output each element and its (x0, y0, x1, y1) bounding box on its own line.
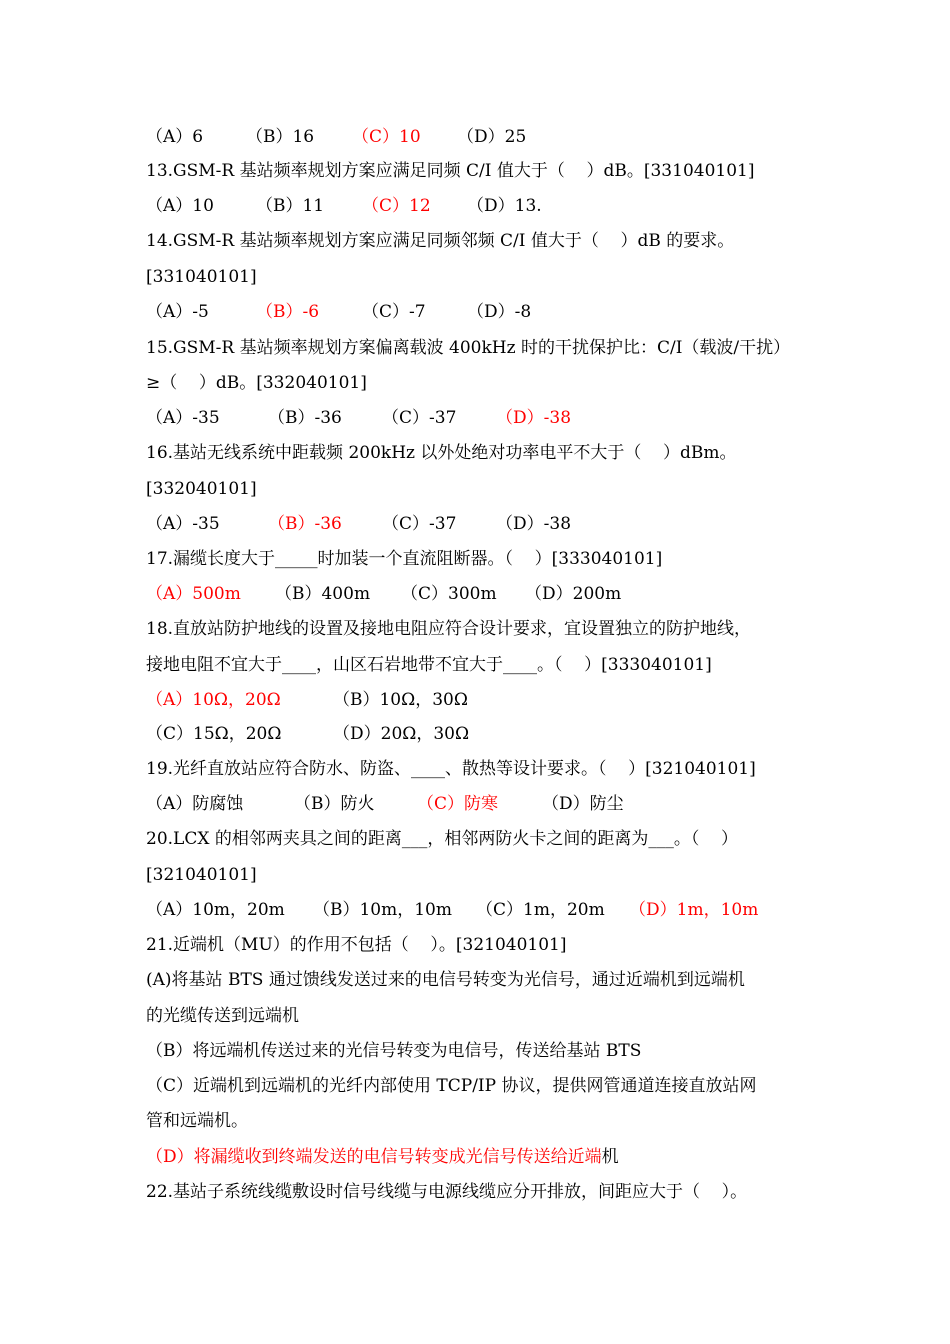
q15-stem: 15.GSM-R 基站频率规划方案偏离载波 400kHz 时的干扰保护比：C/I（载波/干扰） (146, 338, 791, 358)
q21-option-c-line1: （C）近端机到远端机的光纤内部使用 TCP/IP 协议，提供网管通道连接直放站网 (146, 1076, 757, 1096)
q18-options-row2 (0, 722, 470, 746)
q20-option-c: （C）1m，20m (476, 900, 605, 920)
q16-stem: 16.基站无线系统中距载频 200kHz 以外处绝对功率电平不大于（ ）dBm。 (146, 443, 737, 463)
q19-option-d: （D）防尘 (542, 794, 624, 814)
q18-option-a-answer: （A）10Ω，20Ω (146, 690, 281, 710)
q12-option-d: （D）25 (457, 127, 527, 147)
q16-option-b-answer: （B）-36 (268, 514, 342, 534)
q17-option-a-answer: （A）500m (146, 584, 241, 604)
q18-option-d: （D）20Ω，30Ω (333, 724, 470, 744)
q19-options (0, 792, 624, 816)
q18-option-c: （C）15Ω，20Ω (146, 724, 282, 744)
q19-option-c-answer: （C）防寒 (417, 794, 499, 814)
q17-option-b: （B）400m (275, 584, 371, 604)
q20-option-b: （B）10m，10m (313, 900, 452, 920)
q12-option-b: （B）16 (246, 127, 315, 147)
q21-option-c-line2: 管和远端机。 (146, 1111, 248, 1131)
q20-stem-code: [321040101] (146, 865, 257, 885)
q21-option-d-tail: 机 (601, 1147, 619, 1167)
q19-option-b: （B）防火 (294, 794, 375, 814)
q17-stem: 17.漏缆长度大于_____时加装一个直流阻断器。（ ）[333040101] (146, 549, 663, 569)
q14-stem: 14.GSM-R 基站频率规划方案应满足同频邻频 C/I 值大于（ ）dB 的要求。 (146, 231, 735, 251)
q18-options-row1 (0, 688, 468, 712)
q20-options (0, 898, 759, 922)
q15-option-b: （B）-36 (268, 408, 342, 428)
q15-option-c: （C）-37 (382, 408, 457, 428)
q17-option-c: （C）300m (401, 584, 497, 604)
q16-stem-code: [332040101] (146, 479, 257, 499)
q18-stem: 18.直放站防护地线的设置及接地电阻应符合设计要求，宜设置独立的防护地线， (146, 619, 752, 639)
q21-option-d (146, 1145, 619, 1169)
q14-option-a: （A）-5 (146, 302, 209, 322)
q19-option-a: （A）防腐蚀 (146, 794, 244, 814)
q12-options (0, 125, 527, 149)
q17-option-d: （D）200m (525, 584, 622, 604)
q15-option-a: （A）-35 (146, 408, 220, 428)
q20-option-a: （A）10m，20m (146, 900, 285, 920)
q16-options (0, 512, 572, 536)
q15-stem-cont: ≥（ ）dB。[332040101] (146, 373, 367, 393)
q15-option-d-answer: （D）-38 (496, 408, 572, 428)
q21-option-d-answer: （D）将漏缆收到终端发送的电信号转变成光信号传送给近端 (146, 1147, 602, 1167)
q21-option-a-line1: (A)将基站 BTS 通过馈线发送过来的电信号转变为光信号，通过近端机到远端机 (146, 970, 745, 990)
q13-option-a: （A）10 (146, 196, 214, 216)
q13-option-c-answer: （C）12 (362, 196, 431, 216)
q21-option-a-line2: 的光缆传送到远端机 (146, 1006, 299, 1026)
q16-option-d: （D）-38 (496, 514, 572, 534)
q18-stem-cont: 接地电阻不宜大于____，山区石岩地带不宜大于____。（ ）[333040101] (146, 655, 712, 675)
q16-option-c: （C）-37 (382, 514, 457, 534)
q13-options (0, 194, 542, 218)
q17-options (0, 582, 622, 606)
q16-option-a: （A）-35 (146, 514, 220, 534)
q14-options (0, 300, 532, 324)
q18-option-b: （B）10Ω，30Ω (333, 690, 468, 710)
q15-options (0, 406, 572, 430)
q21-stem: 21.近端机（MU）的作用不包括（ ）。[321040101] (146, 935, 567, 955)
q12-option-c-answer: （C）10 (352, 127, 421, 147)
q13-stem: 13.GSM-R 基站频率规划方案应满足同频 C/I 值大于（ ）dB。[331040101] (146, 161, 755, 181)
q13-option-b: （B）11 (256, 196, 325, 216)
q20-stem: 20.LCX 的相邻两夹具之间的距离___，相邻两防火卡之间的距离为___。（ ） (146, 829, 738, 849)
q22-stem: 22.基站子系统线缆敷设时信号线缆与电源线缆应分开排放，间距应大于（ ）。 (146, 1182, 748, 1202)
q21-option-b: （B）将远端机传送过来的光信号转变为电信号，传送给基站 BTS (146, 1041, 642, 1061)
q13-option-d: （D）13. (467, 196, 542, 216)
q14-option-c: （C）-7 (362, 302, 426, 322)
q12-option-a: （A）6 (146, 127, 204, 147)
q19-stem: 19.光纤直放站应符合防水、防盗、____、散热等设计要求。（ ）[321040101] (146, 759, 756, 779)
q20-option-d-answer: （D）1m，10m (629, 900, 759, 920)
q14-option-d: （D）-8 (467, 302, 532, 322)
q14-stem-code: [331040101] (146, 267, 257, 287)
q14-option-b-answer: （B）-6 (256, 302, 320, 322)
